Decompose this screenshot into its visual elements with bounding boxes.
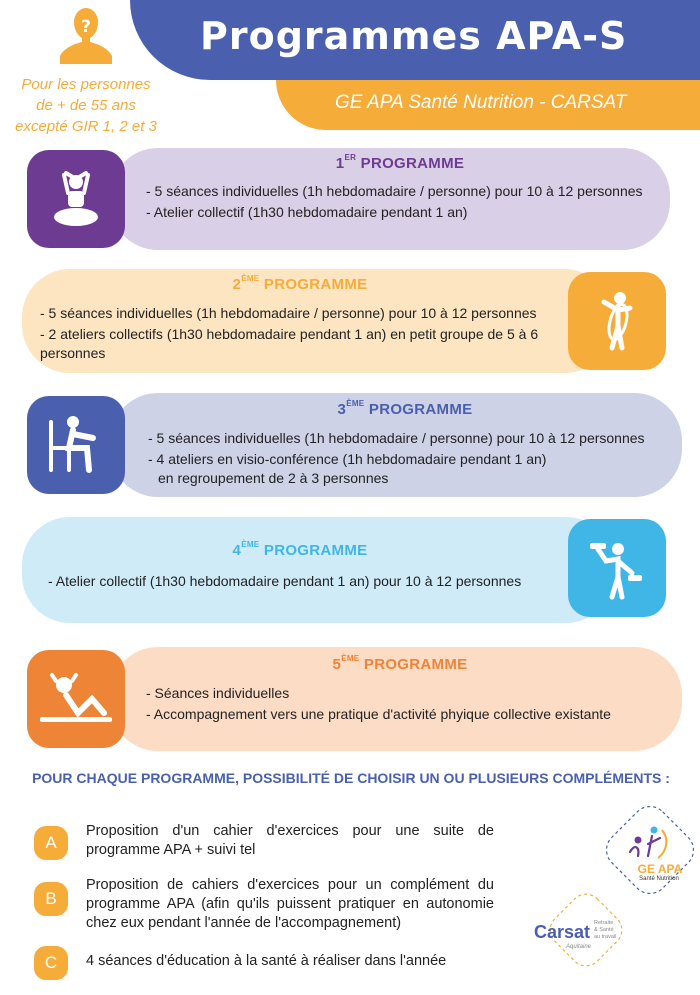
geapa-tagline: Santé Nutrition [639, 876, 679, 882]
program-detail-line: - Accompagnement vers une pratique d'activité phyique collective existante [146, 706, 611, 722]
ordinal-suffix: ÈME [241, 540, 260, 549]
complement-text-a: Proposition d'un cahier d'exercices pour une suite de programme APA + suivi tel [86, 823, 494, 858]
hula-hoop-icon [584, 288, 650, 354]
audience-line: excepté GIR 1, 2 et 3 [15, 118, 157, 135]
program-4-details [48, 572, 568, 591]
program-detail-line: - 2 ateliers collectifs (1h30 hebdomadaire pendant 1 an) en petit groupe de 5 à 6 personnes [40, 326, 539, 361]
complements-heading: POUR CHAQUE PROGRAMME, POSSIBILITÉ DE CHOISIR UN OU PLUSIEURS COMPLÉMENTS : [32, 770, 670, 786]
ordinal-suffix: ER [344, 153, 357, 162]
complement-badge-a: A [34, 826, 68, 860]
program-1-tile [27, 150, 125, 248]
program-detail-line: - Séances individuelles [146, 685, 290, 701]
program-detail-line: - Atelier collectif (1h30 hebdomadaire pendant 1 an) [146, 204, 468, 220]
program-label: PROGRAMME [368, 401, 473, 418]
sit-up-icon [38, 669, 114, 729]
program-detail-line: en regroupement de 2 à 3 personnes [158, 470, 389, 486]
program-detail-line: - Atelier collectif (1h30 hebdomadaire pendant 1 an) pour 10 à 12 personnes [48, 573, 522, 589]
program-number: 5 [332, 656, 342, 673]
complement-badge-b: B [34, 882, 68, 916]
program-label: PROGRAMME [360, 155, 465, 172]
person-question-icon [58, 8, 114, 64]
program-5-title [140, 656, 660, 673]
page-title: Programmes APA-S [200, 14, 628, 58]
chair-squat-icon [43, 412, 109, 478]
program-detail-line: - 5 séances individuelles (1h hebdomadaire / personne) pour 10 à 12 personnes [148, 430, 645, 446]
ordinal-suffix: ÈME [346, 399, 365, 408]
program-3-details [148, 429, 678, 488]
complement-text-b: Proposition de cahiers d'exercices pour un complément du programme APA (afin qu'ils puissent pratiquer en autonomie chez eux pendant l'année de l'accompagnement) [86, 877, 494, 931]
program-2-tile [568, 272, 666, 370]
complement-badge-c: C [34, 946, 68, 980]
ordinal-suffix: ÈME [341, 654, 360, 663]
program-label: PROGRAMME [363, 656, 468, 673]
carsat-region: Aquitaine [566, 944, 592, 950]
page-subtitle: GE APA Santé Nutrition - CARSAT [335, 92, 627, 113]
carsat-tagline-line: & Santé [594, 927, 614, 933]
program-1-title [140, 155, 660, 172]
program-3-tile [27, 396, 125, 494]
program-2-title [40, 276, 560, 293]
geapa-name: GE APA [637, 862, 683, 876]
carsat-tagline-line: Retraite [594, 920, 614, 926]
program-number: 2 [232, 276, 242, 293]
program-number: 1 [335, 155, 345, 172]
carsat-tagline-line: au travail [594, 934, 617, 940]
carsat-logo [526, 880, 646, 990]
program-4-card [22, 517, 614, 623]
program-3-title [145, 401, 665, 418]
dumbbell-lift-icon [584, 535, 650, 601]
program-number: 4 [232, 542, 242, 559]
audience-note [6, 74, 166, 137]
program-5-details [146, 684, 671, 724]
audience-line: de + de 55 ans [36, 97, 136, 114]
carsat-tagline [594, 920, 616, 941]
program-2-details [40, 304, 565, 363]
ordinal-suffix: ÈME [241, 274, 260, 283]
program-4-title [40, 542, 560, 559]
program-detail-line: - 5 séances individuelles (1h hebdomadaire / personne) pour 10 à 12 personnes [40, 305, 537, 321]
program-detail-line: - 4 ateliers en visio-conférence (1h hebdomadaire pendant 1 an) [148, 451, 547, 467]
program-detail-line: - 5 séances individuelles (1h hebdomadaire / personne) pour 10 à 12 personnes [146, 183, 643, 199]
program-5-tile [27, 650, 125, 748]
seated-stretch-icon [44, 167, 108, 231]
complement-text-c: 4 séances d'éducation à la santé à réaliser dans l'année [86, 953, 447, 969]
program-1-details [146, 182, 648, 222]
svg-text:?: ? [81, 17, 91, 37]
program-4-tile [568, 519, 666, 617]
program-number: 3 [337, 401, 347, 418]
audience-line: Pour les personnes [21, 76, 151, 93]
program-label: PROGRAMME [263, 276, 368, 293]
program-label: PROGRAMME [263, 542, 368, 559]
carsat-name: Carsat [534, 922, 591, 942]
